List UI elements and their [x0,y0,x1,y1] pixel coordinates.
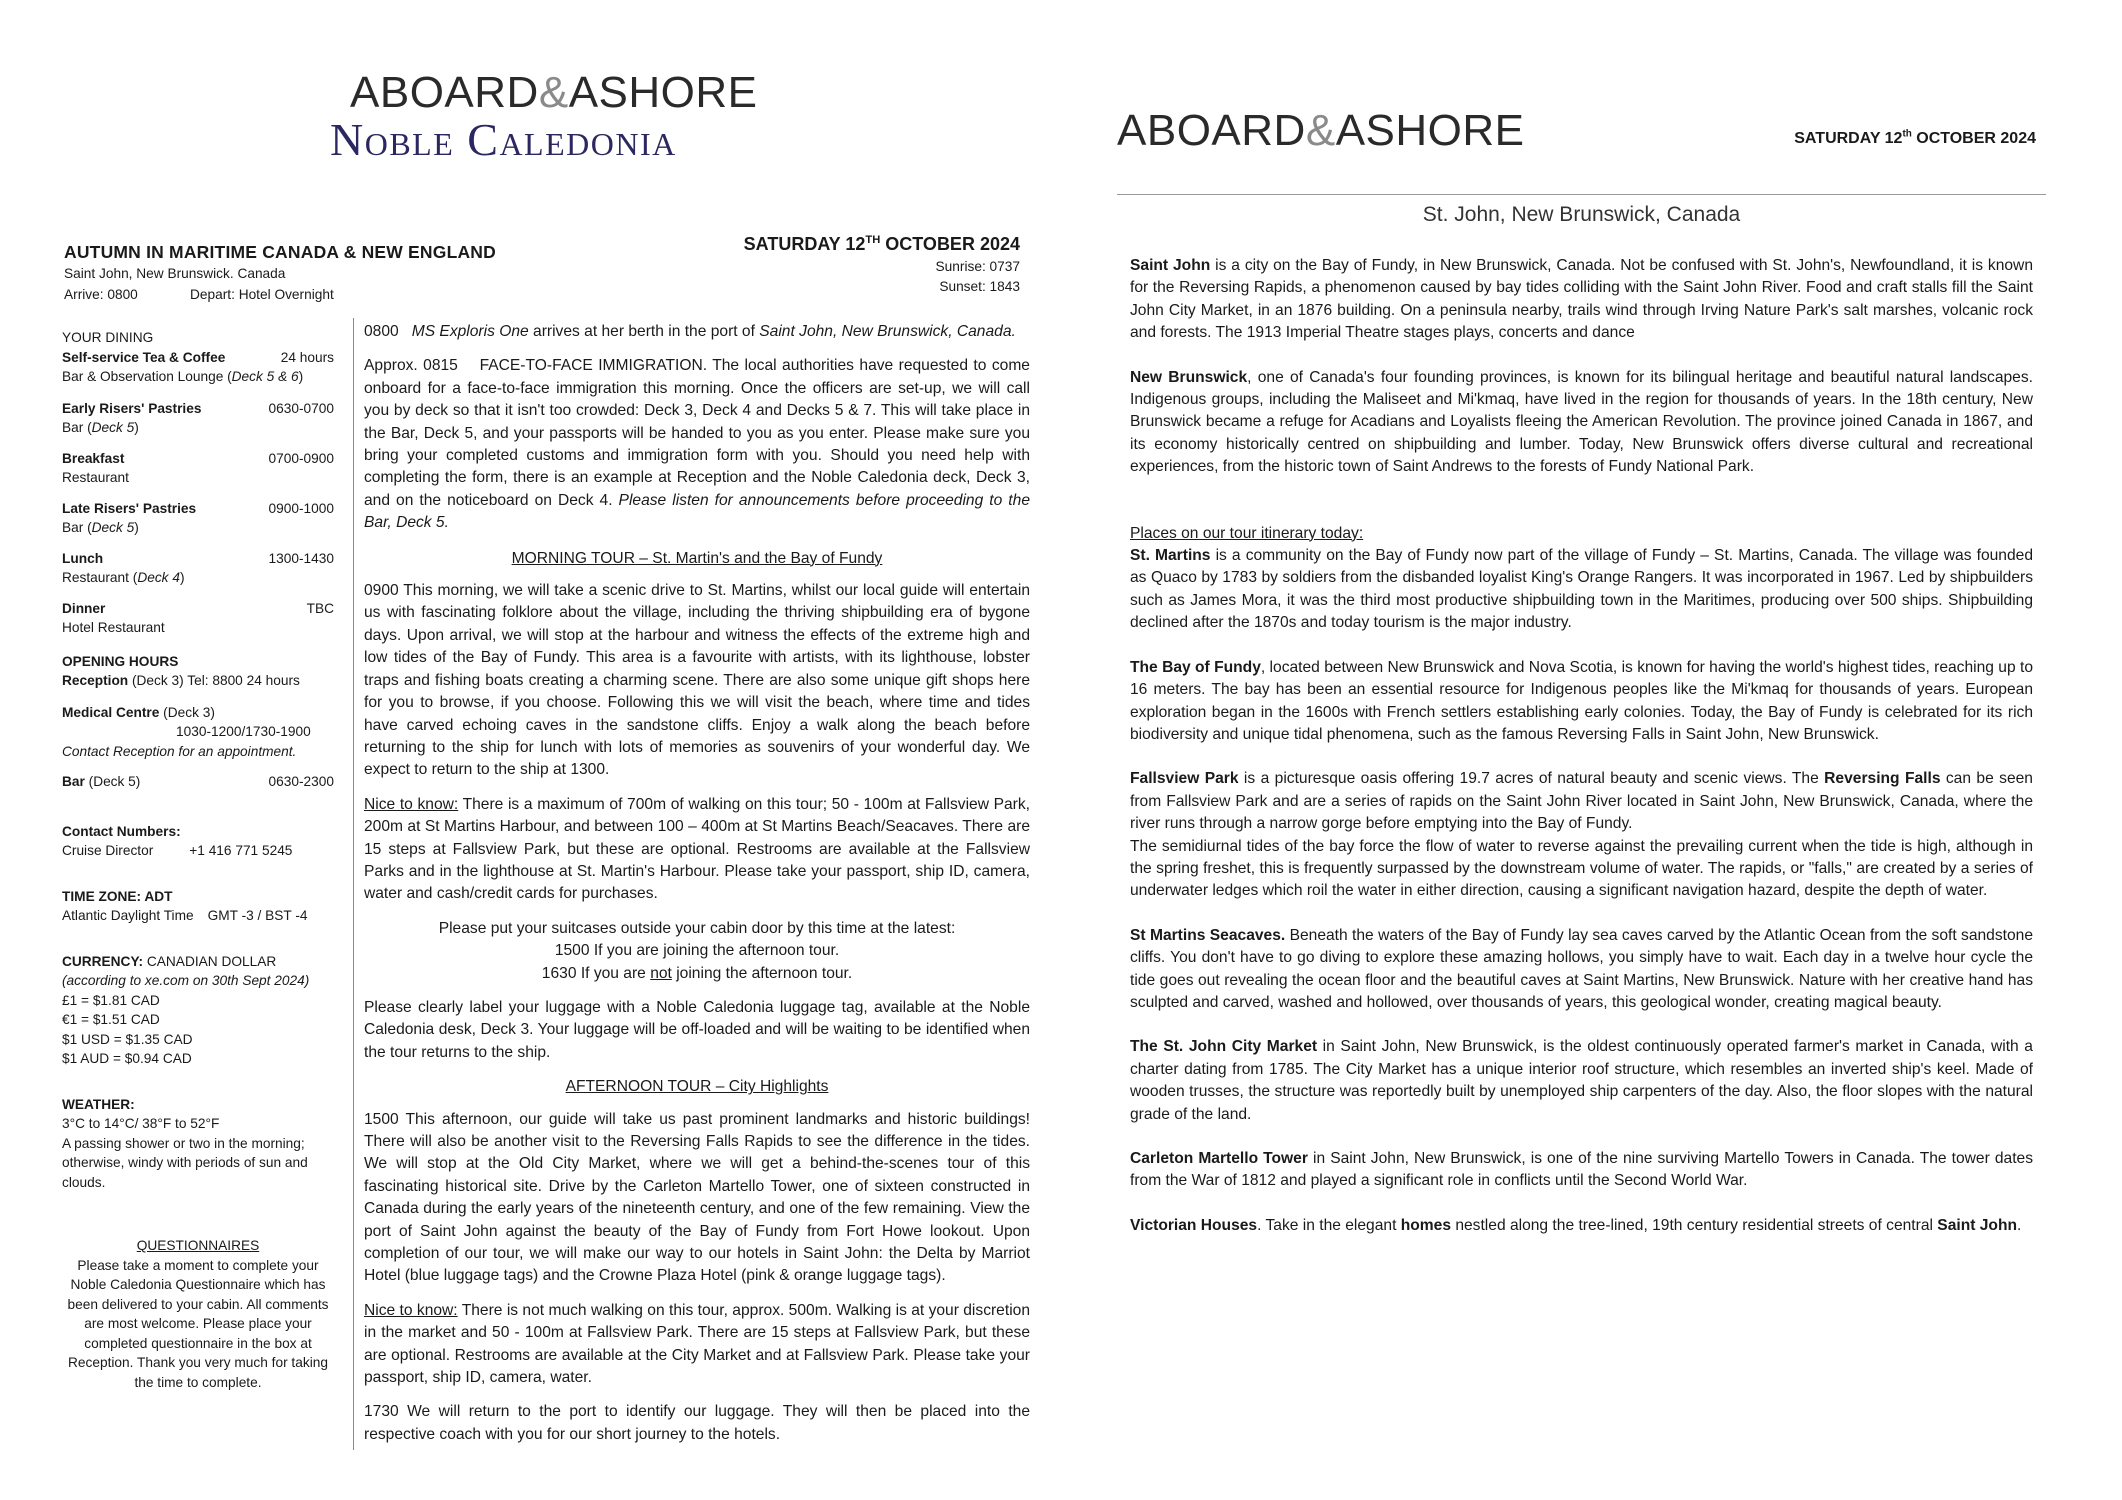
tides-para: The semidiurnal tides of the bay force the flow of water to reverse against the prevailing current when the tide is high, although in the spring freshet, this is frequently surpassed by the downstream volume of water. The rapids, or "falls," are created by a series of underwater ledges which roil the water in either direction, causing a significant navigation hazard, despite the depth of water. [1130,837,2033,900]
reception-hours: Reception (Deck 3) Tel: 8800 24 hours [62,673,300,688]
contact-heading: Contact Numbers: [62,823,181,839]
dining-item [62,549,334,588]
rate-1: £1 = $1.81 CAD [62,992,160,1008]
currency-note: (according to xe.com on 30th Sept 2024) [62,973,310,988]
dining-item-time: 1300-1430 [268,550,334,566]
brand-aboard: ABOARD [350,68,539,117]
city-market-para: The St. John City Market in Saint John, New Brunswick, is the oldest continuously operated farmer's market in Canada, with a charter dating from 1785. The City Market has a unique interior roof structure, which resembles an inverted ship's keel. Made of wooden trusses, the structure was reportedly built by unemployed ship carpenters of the day. Also, the floor slopes with the natural grade of the land. [1130,1038,2033,1123]
medical-centre: Medical Centre (Deck 3) [62,704,215,720]
arrival-para: 0800 MS Exploris One arrives at her berth in the port of Saint John, New Brunswick, Canada. [364,323,1016,340]
dining-item-place: Bar (Deck 5) [62,520,139,535]
rate-4: $1 AUD = $0.94 CAD [62,1051,192,1066]
timezone-row: Atlantic Daylight Time GMT -3 / BST -4 [62,908,308,923]
dining-item-place: Bar (Deck 5) [62,420,139,435]
saint-john-para: Saint John is a city on the Bay of Fundy, in New Brunswick, Canada. Not be confused with St. John's, Newfoundland, it is known for the Reversing Rapids, a phenomenon caused by bay tides colliding with the Saint John River. Food and craft stalls fill the Saint John City Market, in an 1876 building. On a peninsula nearby, trails wind through Irving Nature Park's salt marshes, volcanic rock and forests. The 1913 Imperial Theatre stages plays, concerts and dance [1130,257,2033,342]
bar-hours: Bar (Deck 5) 0630-2300 [62,774,334,789]
dining-item [62,449,334,488]
sunrise: Sunrise: 0737 [935,259,1020,274]
dining-item-time: 24 hours [280,349,334,365]
header-rule [1117,194,2046,195]
morning-nice-to-know: Nice to know: There is a maximum of 700m of walking on this tour; 50 - 100m at Fallsview Park, 200m at St Martins Harbour, and between 100 – 400m at St Martins Beach/Seacaves. There are 15 steps at Fallsview Park, but these are optional. Restrooms are available at the Fallsview Parks and in the lighthouse at St. Martin's Harbour. Please take your passport, ship ID, camera, water and cash/credit cards for purchases. [364,795,1031,903]
itinerary-column [364,321,1030,1446]
trip-title: AUTUMN IN MARITIME CANADA & NEW ENGLAND [64,242,496,262]
return-para: 1730 We will return to the port to identify our luggage. They will then be placed into the respective coach with you for our short journey to the hotels. [364,1403,1030,1443]
opening-hours-heading: OPENING HOURS [62,653,179,669]
afternoon-nice-to-know: Nice to know: There is not much walking on this tour, approx. 500m. Walking is at your discretion in the market and 50 - 100m at Fallsview Park. There are 15 steps at Fallsview Park, but these are optional. Restrooms are available at the City Market and at Fallsview Park. Please take your passport, ship ID, camera, water. [364,1301,1031,1387]
brand-logo-left [350,68,758,118]
dining-item-name: Dinner [62,600,106,616]
morning-tour-title: MORNING TOUR – St. Martin's and the Bay of Fundy [511,549,883,567]
questionnaire-text: Please take a moment to complete your Noble Caledonia Questionnaire which has been delivered to your cabin. All comments are most welcome. Please place your completed questionnaire in the box at Reception. Thank you very much for taking the time to complete. [67,1257,329,1390]
depart-time: Depart: Hotel Overnight [190,287,334,302]
dining-item-time: 0900-1000 [268,500,334,516]
seacaves-para: St Martins Seacaves. Beneath the waters of the Bay of Fundy lay sea caves carved by the Atlantic Ocean from the soft sandstone cliffs. You don't have to go diving to explore these amazing hollows, you simply have to wait. Each day in a twelve hour cycle the tide goes out revealing the ocean floor and the beautiful caves at Saint Martins, New Brunswick. Nature with her creative hand has sculpted and carved, washed and hollowed, over thousands of years, this geological wonder, creating magical beauty. [1130,926,2033,1011]
dining-item [62,348,334,387]
arrive-time: Arrive: 0800 [64,287,138,302]
suitcase-1630: 1630 If you are not joining the afternoon tour. [541,964,853,982]
dining-item-name: Breakfast [62,450,125,466]
trip-location: Saint John, New Brunswick. Canada [64,266,286,281]
new-brunswick-para: New Brunswick, one of Canada's four founding provinces, is known for its bilingual heritage and beautiful natural landscapes. Indigenous groups, including the Maliseet and Mi'kmaq, have lived in the region for thousands of years. In the 18th century, New Brunswick became a refuge for Acadians and Loyalists fleeing the American Revolution. The province joined Canada in 1867, and its economy historically centred on shipbuilding and lumber. Today, New Brunswick offers diverse cultural and recreational experiences, from the historic town of Saint Andrews to the forests of Fundy National Park. [1130,368,2033,476]
rate-3: $1 USD = $1.35 CAD [62,1031,193,1047]
victorian-houses-para: Victorian Houses. Take in the elegant homes nestled along the tree-lined, 19th century residential streets of central Saint John. [1130,1216,2022,1234]
dining-item [62,399,334,438]
destination-text [1130,255,2033,1237]
brand-ashore: ASHORE [568,68,758,117]
weather-heading: WEATHER: [62,1096,135,1112]
dining-item-time: TBC [306,600,334,616]
contact-row: Cruise Director +1 416 771 5245 [62,843,293,858]
dining-item-place: Hotel Restaurant [62,620,165,635]
st-martins-para: St. Martins is a community on the Bay of Fundy now part of the village of Fundy – St. Martins, Canada. The village was founded as Quaco by 1783 by soldiers from the disbanded loyalist King's Orange Rangers. It was incorporated in 1967. Led by shipbuilders such as James Mora, it was the third most productive shipbuilding town in the Maritimes, producing over 500 ships. Shipbuilding declined after the 1870s and today tourism is the major industry. [1130,547,2033,632]
afternoon-tour-title: AFTERNOON TOUR – City Highlights [565,1078,829,1096]
medical-note: Contact Reception for an appointment. [62,743,297,759]
rate-2: €1 = $1.51 CAD [62,1012,160,1027]
info-sidebar [62,328,334,1403]
column-divider [353,318,354,1450]
dining-heading: YOUR DINING [62,330,154,345]
timezone-heading: TIME ZONE: ADT [62,888,173,904]
dining-item [62,599,334,638]
fallsview-park-para: Fallsview Park is a picturesque oasis offering 19.7 acres of natural beauty and scenic views. The Reversing Falls can be seen from Fallsview Park and are a series of rapids on the Saint John River located in Saint John, New Brunswick, Canada, where the river runs through a narrow gorge before emptying into the Bay of Fundy. [1130,770,2033,833]
dining-item-name: Self-service Tea & Coffee [62,349,226,365]
luggage-label-para: Please clearly label your luggage with a Noble Caledonia luggage tag, available at the Noble Caledonia desk, Deck 3. Your luggage will be off-loaded and will be waiting to be identified when the tour returns to the ship. [364,998,1030,1061]
date-heading-right: SATURDAY 12th OCTOBER 2024 [1794,128,2036,147]
medical-hours: 1030-1200/1730-1900 [176,724,311,739]
bay-of-fundy-para: The Bay of Fundy, located between New Brunswick and Nova Scotia, is known for having the world's highest tides, reaching up to 16 meters. The bay has been an essential resource for Indigenous peoples like the Mi'kmaq for thousands of years. European exploration began in the 1600s with French settlers establishing early colonies. Today, the Bay of Fundy is celebrated for its rich biodiversity and unique tidal phenomena, such as the famous Reversing Falls in Saint John, New Brunswick. [1130,658,2033,743]
immigration-para: Approx. 0815 FACE-TO-FACE IMMIGRATION. The local authorities have requested to come onboard for a face-to-face immigration this morning. Once the officers are set-up, we will call you by deck so that it isn't too crowded: Deck 3, Deck 4 and Decks 5 & 7. This will take place in the Bar, Deck 5, and your passports will be handed to you as you enter. Please make sure you bring your completed customs and immigration form with you. Should you need help with completing the form, there is an example at Reception and the Noble Caledonia deck, Deck 3, and on the noticeboard on Deck 4. Please listen for announcements before proceeding to the Bar, Deck 5. [364,357,1030,532]
suitcase-1500: 1500 If you are joining the afternoon tour. [554,942,840,960]
weather-desc: A passing shower or two in the morning; otherwise, windy with periods of sun and clouds. [62,1135,308,1190]
currency-heading: CURRENCY: CANADIAN DOLLAR [62,953,277,969]
brand-amp: & [538,68,569,117]
noble-caledonia-logo: Noble Caledonia [330,114,677,165]
dining-item-name: Early Risers' Pastries [62,400,202,416]
dining-item-name: Lunch [62,550,104,566]
date-heading-left: SATURDAY 12TH OCTOBER 2024 [743,234,1020,254]
martello-tower-para: Carleton Martello Tower in Saint John, New Brunswick, is one of the nine surviving Martello Towers in Canada. The tower dates from the War of 1812 and played a significant role in conflicts until the Second World War. [1130,1150,2033,1190]
dining-item-name: Late Risers' Pastries [62,500,197,516]
sunset: Sunset: 1843 [939,279,1020,294]
dining-item-time: 0630-0700 [268,400,334,416]
suitcase-intro: Please put your suitcases outside your cabin door by this time at the latest: [438,919,956,937]
afternoon-tour-para: 1500 This afternoon, our guide will take us past prominent landmarks and historic buildings! There will also be another visit to the Reversing Falls Rapids to see the difference in the tides. We will stop at the Old City Market, where we will get a behind-the-scenes tour of this fascinating historical site. Drive by the Carleton Martello Tower, one of sixteen constructed in Canada during the early years of the nineteenth century, and one of the few remaining. View the port of Saint John against the beauty of the Bay of Fundy from Fort Howe lookout. Upon completion of our tour, we will make our way to our hotels in Saint John: the Delta by Marriot Hotel (blue luggage tags) and the Crowne Plaza Hotel (pink & orange luggage tags). [364,1110,1030,1285]
dining-list [62,348,334,638]
dining-item-place: Restaurant [62,470,129,485]
dining-item-time: 0700-0900 [268,450,334,466]
dining-item-place: Restaurant (Deck 4) [62,570,185,585]
places-heading: Places on our tour itinerary today: [1130,524,1364,542]
weather-temp: 3°C to 14°C/ 38°F to 52°F [62,1116,220,1131]
questionnaire-heading: QUESTIONNAIRES [136,1238,260,1253]
morning-tour-para: 0900 This morning, we will take a scenic drive to St. Martins, whilst our local guide will entertain us with fascinating folklore about the village, including the thriving shipbuilding era of bygone days. Upon arrival, we will stop at the harbour and witness the effects of the extreme high and low tides of the Bay of Fundy. This area is a favourite with artists, with its lighthouse, lobster traps and fishing boats creating a charming scene. There are also some unique gift shops here for you to browse, if you choose. Following this we will visit the beach, where time and tides have carved echoing caves in the sandstone cliffs. Enjoy a walk along the beach before returning to the ship for lunch with lots of memories as souvenirs of your wonderful day. We expect to return to the ship at 1300. [364,582,1030,779]
brand-logo-right: ABOARD&ASHORE [1117,106,1525,155]
page-heading: St. John, New Brunswick, Canada [1422,203,1741,226]
dining-item [62,499,334,538]
dining-item-place: Bar & Observation Lounge (Deck 5 & 6) [62,369,304,384]
